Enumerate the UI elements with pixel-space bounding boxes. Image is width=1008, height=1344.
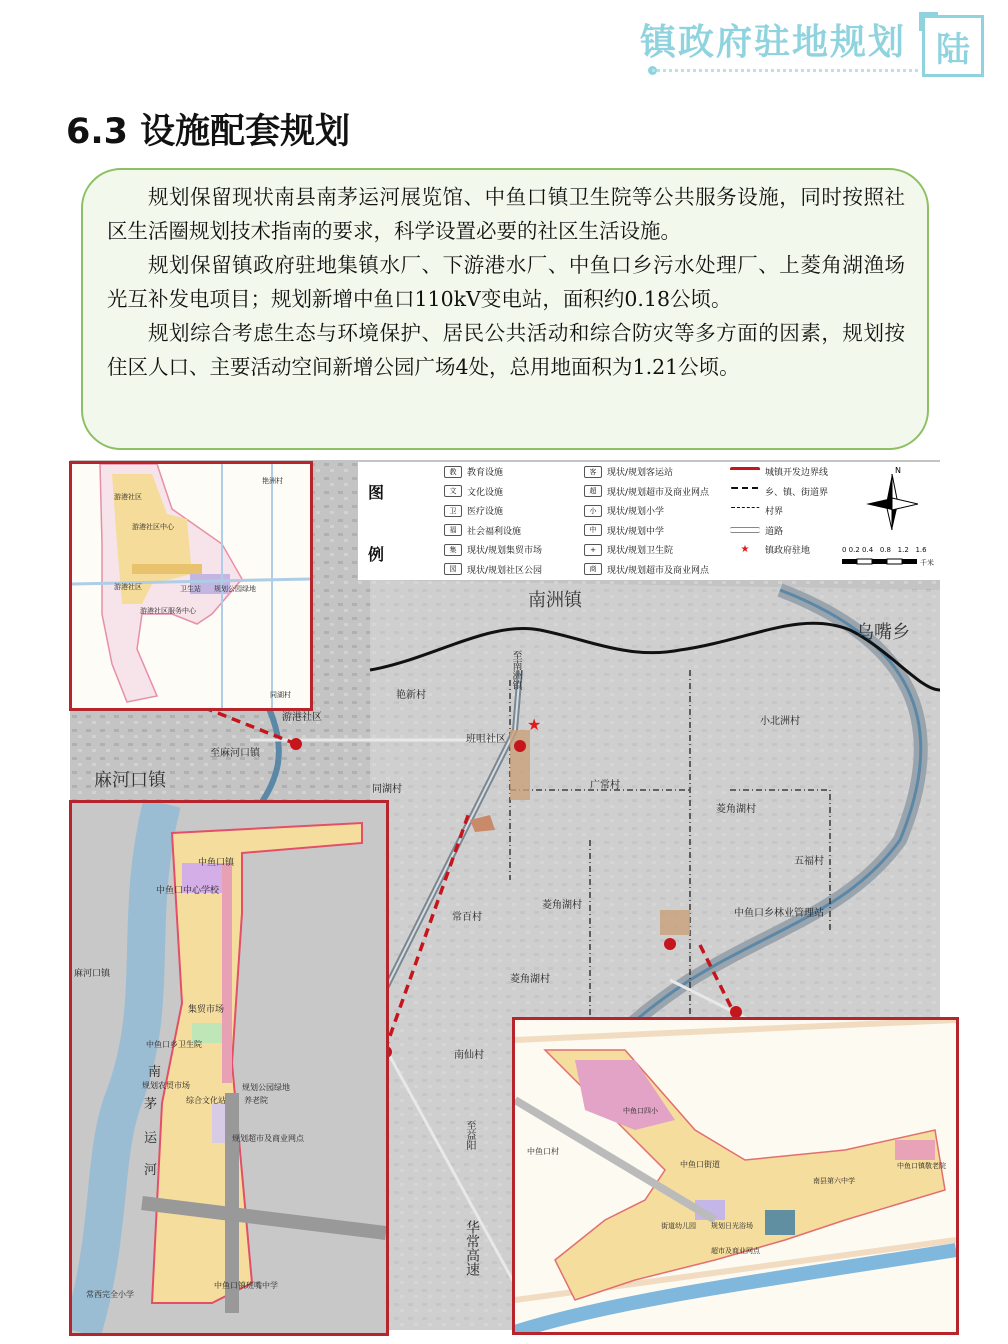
legend-symbol-icon — [730, 527, 760, 533]
inset-label: 中鱼口四小 — [623, 1107, 658, 1115]
legend-symbol-icon: 小 — [584, 505, 602, 517]
inset-zhongyukou-street — [512, 1017, 959, 1335]
inset-label: 艳洲村 — [262, 477, 283, 485]
legend-label: 现状/规划卫生院 — [607, 546, 674, 556]
inset-label: 超市及商业网点 — [711, 1247, 760, 1255]
inset-label: 规划超市及商业网点 — [232, 1134, 304, 1143]
legend-symbol-icon: + — [584, 544, 602, 556]
label-youganG: 游港社区 — [282, 712, 322, 723]
legend-symbol-icon: 商 — [584, 563, 602, 575]
inset-label: 河 — [144, 1163, 158, 1178]
inset-label: 中鱼口镇班嘴中学 — [214, 1281, 278, 1290]
inset-label: 养老院 — [244, 1096, 268, 1105]
legend-label: 现状/规划超市及商业网点 — [607, 565, 710, 576]
legend-label: 现状/规划超市及商业网点 — [607, 487, 710, 498]
legend-symbol-icon: ★ — [740, 543, 750, 555]
inset-label: 常西完全小学 — [86, 1290, 134, 1299]
label-zhimahe: 至麻河口镇 — [210, 748, 260, 759]
paragraph-2: 规划保留镇政府驻地集镇水厂、下游港水厂、中鱼口乡污水处理厂、上菱角湖渔场光互补发电项目；规划新增中鱼口110kV变电站，面积约0.18公顷。 — [107, 253, 905, 311]
summary-box — [81, 168, 929, 450]
inset-label: 规划日光浴场 — [711, 1222, 753, 1230]
legend-item — [444, 465, 503, 478]
inset-label: 卫生站 — [180, 585, 201, 593]
chapter-badge: 陆 — [922, 15, 984, 77]
legend-heading-2: 例 — [368, 545, 385, 564]
legend-symbol-icon: 集 — [444, 544, 462, 556]
label-lingjiaohu: 菱角湖村 — [716, 804, 756, 815]
inset-label: 游港社区服务中心 — [140, 607, 196, 615]
label-nanxian: 南仙村 — [454, 1050, 484, 1061]
legend-item — [444, 543, 542, 556]
scale-ticks: 0 0.2 0.4 0.8 1.2 1.6 — [842, 546, 927, 554]
legend-item — [444, 563, 542, 576]
label-huachang: 华常高速 — [464, 1220, 480, 1276]
dot-banzu — [514, 740, 526, 752]
inset-label: 规划农贸市场 — [142, 1081, 190, 1090]
inset-label: 规划公园绿地 — [214, 585, 256, 593]
inset-zhongyukou-town — [69, 800, 389, 1336]
legend-symbol-icon: 教 — [444, 466, 462, 478]
legend-label: 城镇开发边界线 — [765, 468, 829, 478]
label-guangchang: 广常村 — [590, 780, 620, 791]
inset-label: 中鱼口镇 — [198, 858, 235, 868]
inset-label: 同湖村 — [270, 691, 291, 699]
label-lingjiaohu2: 菱角湖村 — [542, 900, 582, 911]
legend-label: 村界 — [765, 507, 784, 517]
inset-label: 游港社区 — [114, 493, 142, 501]
legend-label: 现状/规划集贸市场 — [467, 546, 543, 556]
section-title: 6.3 设施配套规划 — [66, 112, 351, 152]
label-nanzhou: 南洲镇 — [528, 590, 582, 611]
legend-symbol-icon: 福 — [444, 524, 462, 536]
inset-youganG — [69, 461, 313, 711]
inset-label: 街道幼儿园 — [661, 1222, 696, 1230]
inset-zhongyukou-map — [72, 803, 386, 1333]
inset-label: 南县第六中学 — [813, 1177, 855, 1185]
header-title: 镇政府驻地规划 — [640, 21, 907, 63]
inset-label: 中鱼口街道 — [680, 1160, 720, 1169]
dot-linye — [664, 938, 676, 950]
label-mahekou: 麻河口镇 — [94, 770, 166, 791]
inset-label: 游港社区 — [114, 583, 142, 591]
compass-scale — [840, 462, 940, 580]
legend-label: 教育设施 — [467, 468, 504, 478]
label-zhinan: 至南洲镇 — [510, 650, 521, 690]
map-legend — [358, 462, 840, 580]
legend-label: 乡、镇、街道界 — [765, 487, 829, 498]
inset-label: 运 — [144, 1131, 158, 1146]
legend-symbol-icon: 超 — [584, 485, 602, 497]
legend-label: 道路 — [765, 526, 784, 537]
inset-label: 南 — [148, 1065, 162, 1080]
header-divider — [652, 69, 918, 72]
inset-label: 中鱼口乡卫生院 — [146, 1040, 202, 1049]
legend-item — [444, 485, 503, 498]
scale-unit: 千米 — [920, 559, 934, 567]
legend-label: 医疗设施 — [467, 507, 504, 517]
label-linye: 中鱼口乡林业管理站 — [734, 908, 824, 919]
legend-item — [730, 504, 783, 517]
label-wuzui: 乌嘴乡 — [856, 622, 910, 643]
dot-youganG — [290, 738, 302, 750]
inset-label: 麻河口镇 — [74, 969, 111, 979]
legend-item — [444, 504, 503, 517]
legend-item — [584, 465, 673, 478]
inset-label: 中鱼口中心学校 — [156, 886, 220, 896]
label-banzu: 班咀社区 — [466, 734, 506, 745]
svg-text:★: ★ — [527, 715, 542, 734]
legend-item — [730, 485, 828, 498]
legend-item — [584, 485, 709, 498]
label-xiaobeizhou: 小北洲村 — [760, 716, 800, 727]
inset-label: 游港社区中心 — [132, 523, 174, 531]
legend-symbol-icon — [730, 467, 760, 476]
legend-item — [730, 543, 810, 556]
legend-label: 现状/规划客运站 — [607, 468, 674, 478]
legend-symbol-icon — [730, 487, 760, 495]
legend-item — [444, 524, 521, 537]
legend-label: 现状/规划社区公园 — [467, 565, 543, 576]
inset-label: 集贸市场 — [188, 1005, 225, 1015]
label-yanxin: 艳新村 — [396, 690, 426, 701]
legend-item — [584, 524, 664, 537]
legend-label: 现状/规划中学 — [607, 526, 665, 537]
label-wufu: 五福村 — [794, 856, 824, 867]
label-zhiyi: 至益阳 — [464, 1120, 475, 1150]
inset-label: 茅 — [144, 1097, 158, 1112]
scale-bar — [842, 558, 932, 566]
label-changbai: 常百村 — [452, 912, 482, 923]
legend-symbol-icon: 客 — [584, 466, 602, 478]
legend-label: 镇政府驻地 — [765, 546, 811, 556]
legend-symbol-icon: 文 — [444, 485, 462, 497]
legend-item — [584, 563, 709, 576]
paragraph-1: 规划保留现状南县南茅运河展览馆、中鱼口镇卫生院等公共服务设施，同时按照社区生活圈规划技术指南的要求，科学设置必要的社区生活设施。 — [107, 185, 905, 243]
paragraph-3: 规划综合考虑生态与环境保护、居民公共活动和综合防灾等多方面的因素，规划按住区人口、主要活动空间新增公园广场4处，总用地面积为1.21公顷。 — [107, 321, 905, 379]
legend-heading-1: 图 — [368, 483, 385, 502]
inset-label: 综合文化站 — [186, 1096, 226, 1105]
inset-label: 中鱼口镇敬老院 — [897, 1162, 946, 1170]
svg-text:N: N — [895, 466, 901, 475]
legend-label: 现状/规划小学 — [607, 507, 665, 517]
inset-label: 中鱼口村 — [527, 1147, 559, 1156]
legend-label: 文化设施 — [467, 487, 504, 498]
legend-symbol-icon: 中 — [584, 524, 602, 536]
legend-item — [584, 543, 673, 556]
legend-symbol-icon — [730, 507, 760, 514]
label-tonghu: 同湖村 — [372, 784, 402, 795]
legend-item — [730, 465, 828, 478]
legend-item — [730, 524, 783, 537]
legend-symbol-icon: 园 — [444, 563, 462, 575]
legend-item — [584, 504, 664, 517]
legend-symbol-icon: 卫 — [444, 505, 462, 517]
inset-label: 规划公园绿地 — [242, 1083, 290, 1092]
legend-label: 社会福利设施 — [467, 526, 522, 537]
label-lingjiaohu3: 菱角湖村 — [510, 974, 550, 985]
north-arrow-icon — [858, 464, 918, 534]
inset-street-map — [515, 1020, 956, 1332]
